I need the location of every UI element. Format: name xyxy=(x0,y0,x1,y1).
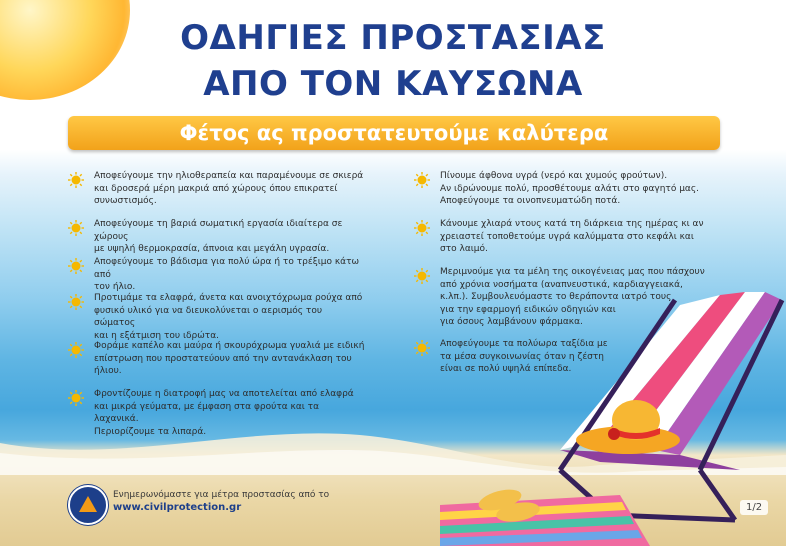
page-indicator: 1/2 xyxy=(740,500,768,515)
sun-icon xyxy=(68,294,84,310)
sun-icon xyxy=(68,220,84,236)
tip-line: Πίνουμε άφθονα υγρά (νερό και χυμούς φρούτων). xyxy=(440,171,668,181)
tip-line: Φοράμε καπέλο και μαύρα ή σκουρόχρωμα γυαλιά με ειδική xyxy=(94,341,365,351)
tip-item xyxy=(412,266,712,328)
tips-left-column xyxy=(66,170,366,437)
tip-line: Κάνουμε χλιαρά ντους κατά τη διάρκεια της ημέρας κι αν xyxy=(440,219,704,229)
tip-item xyxy=(412,338,712,376)
tip-line: στο λαιμό. xyxy=(440,244,488,254)
footer-info-text: Ενημερωνόμαστε για μέτρα προστασίας από το xyxy=(113,490,330,500)
footer-url-link[interactable]: www.civilprotection.gr xyxy=(113,502,242,513)
sun-icon xyxy=(414,172,430,188)
tip-line: φυσικό υλικό για να διευκολύνεται ο αερισμός του σώματος xyxy=(94,305,323,328)
tip-line: τα μέσα συγκοινωνίας όταν η ζέστη xyxy=(440,351,605,362)
tip-line: με υψηλή θερμοκρασία, άπνοια και μεγάλη υγρασία. xyxy=(94,244,330,254)
tip-line: Αποφεύγουμε το βάδισμα για πολύ ώρα ή το τρέξιμο κάτω από xyxy=(94,257,360,280)
title-line-2: ΑΠΟ ΤΟΝ ΚΑΥΣΩΝΑ xyxy=(203,64,583,104)
tip-line: Αν ιδρώνουμε πολύ, προσθέτουμε αλάτι στο φαγητό μας. xyxy=(440,183,700,194)
tip-line: για όσους λαμβάνουν φάρμακα. xyxy=(440,317,583,327)
sun-icon xyxy=(68,390,84,406)
tip-item xyxy=(66,388,366,437)
tip-line: Αποφεύγουμε τη βαριά σωματική εργασία ιδιαίτερα σε χώρους xyxy=(94,219,343,242)
tip-line: για την εφαρμογή ειδικών οδηγιών και xyxy=(440,304,616,315)
tip-line: συνωστισμός. xyxy=(94,196,157,206)
tip-line: από χρόνια νοσήματα (αναπνευστικά, καρδιαγγειακά, xyxy=(440,279,683,290)
sun-icon xyxy=(414,220,430,236)
tip-line: Περιορίζουμε τα λιπαρά. xyxy=(94,426,207,437)
subtitle-banner: Φέτος ας προστατευτούμε καλύτερα xyxy=(68,116,720,150)
tip-line: Προτιμάμε τα ελαφρά, άνετα και ανοιχτόχρωμα ρούχα από xyxy=(94,293,363,303)
tip-line: επίστρωση που προστατεύουν από την αντανάκλαση του xyxy=(94,353,352,364)
logo-triangle-icon xyxy=(79,496,97,512)
tip-line: Αποφεύγουμε τα οινοπνευματώδη ποτά. xyxy=(440,196,621,206)
tip-line: Μεριμνούμε για τα μέλη της οικογένειας μας που πάσχουν xyxy=(440,267,705,277)
tip-line: ήλιου. xyxy=(94,366,122,376)
tip-line: Αποφεύγουμε την ηλιοθεραπεία και παραμένουμε σε σκιερά xyxy=(94,171,364,181)
sun-icon xyxy=(414,268,430,284)
tips-right-column xyxy=(412,170,712,376)
tip-line: Φροντίζουμε η διατροφή μας να αποτελείται από ελαφρά xyxy=(94,389,354,399)
tip-item xyxy=(66,218,366,254)
tip-item xyxy=(66,256,366,292)
tip-line: και η εξάτμιση του ιδρώτα. xyxy=(94,330,219,341)
tip-line: και δροσερά μέρη μακριά από χώρους όπου επικρατεί xyxy=(94,183,338,194)
tip-line: Αποφεύγουμε τα πολύωρα ταξίδια με xyxy=(440,339,608,349)
tip-item xyxy=(66,292,366,341)
title-line-1: ΟΔΗΓΙΕΣ ΠΡΟΣΤΑΣΙΑΣ xyxy=(180,18,606,58)
tip-item xyxy=(412,170,712,206)
sun-icon xyxy=(68,172,84,188)
civil-protection-logo xyxy=(68,485,108,525)
sun-icon xyxy=(68,342,84,358)
tip-item xyxy=(412,218,712,256)
tip-line: και μικρά γεύματα, με έμφαση στα φρούτα και τα λαχανικά. xyxy=(94,401,320,424)
tip-line: είναι σε πολύ υψηλά επίπεδα. xyxy=(440,364,572,374)
sun-icon xyxy=(68,258,84,274)
sun-icon xyxy=(414,340,430,356)
tip-line: χρειαστεί τοποθετούμε υγρά καλύμματα στο κεφάλι και xyxy=(440,231,694,242)
tip-item xyxy=(66,340,366,378)
tip-item xyxy=(66,170,366,206)
tip-line: κ.λπ.). Συμβουλευόμαστε το θεράποντα ιατρό τους xyxy=(440,292,672,302)
tip-line: τον ήλιο. xyxy=(94,282,136,292)
